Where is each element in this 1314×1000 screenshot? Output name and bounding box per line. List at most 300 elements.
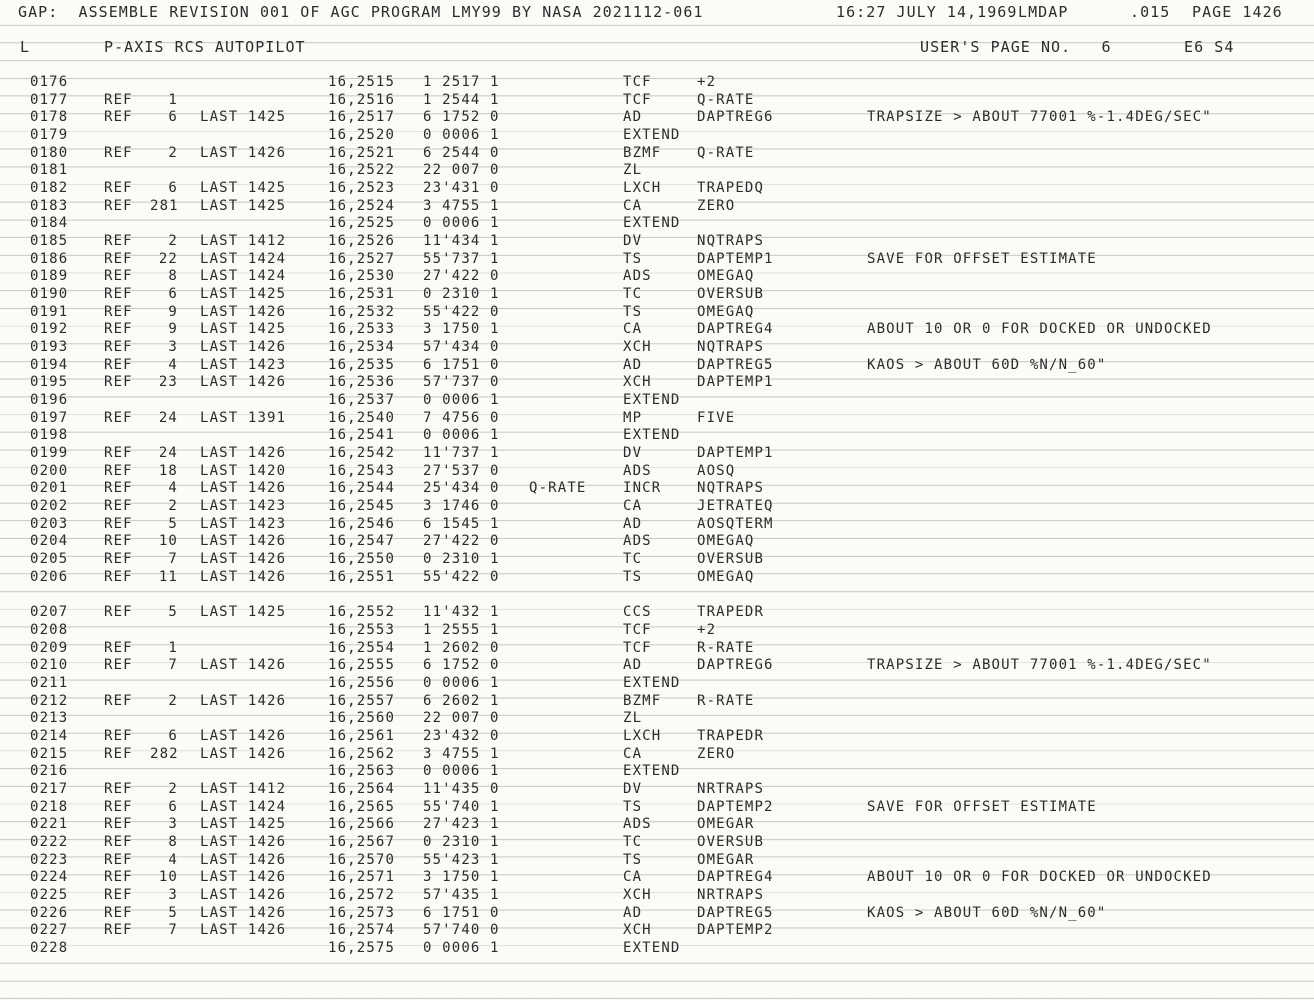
row-count: 10 (158, 533, 178, 550)
row-op: AD (623, 356, 643, 373)
row-op: EXTEND (623, 939, 681, 956)
row-op: AD (623, 657, 643, 674)
row-addr: 16,2556 (328, 674, 396, 691)
listing-row (0, 887, 1314, 905)
row-count: 11 (158, 568, 178, 585)
assembly-system: LMDAP (1018, 3, 1069, 21)
row-ref: REF (104, 91, 133, 108)
row-operand: FIVE (697, 409, 736, 426)
row-count: 24 (158, 409, 178, 426)
row-label: Q-RATE (529, 480, 587, 497)
row-last: LAST 1412 (200, 233, 287, 250)
row-line: 0226 (30, 904, 69, 921)
row-operand: AOSQ (697, 462, 736, 479)
row-count: 24 (158, 445, 178, 462)
row-line: 0203 (30, 515, 69, 532)
row-addr: 16,2537 (328, 392, 396, 409)
row-word: 27'422 0 (423, 533, 500, 550)
row-word: 1 2555 1 (423, 621, 500, 638)
listing-row (0, 693, 1314, 711)
row-line: 0205 (30, 551, 69, 568)
listing-row (0, 869, 1314, 887)
row-ref: REF (104, 639, 133, 656)
row-op: XCH (623, 922, 652, 939)
row-operand: DAPTREG5 (697, 904, 774, 921)
row-operand: DAPTEMP1 (697, 374, 774, 391)
row-addr: 16,2550 (328, 551, 396, 568)
row-operand: ZERO (697, 745, 736, 762)
row-op: ZL (623, 162, 643, 179)
row-addr: 16,2574 (328, 922, 396, 939)
listing-row (0, 145, 1314, 163)
row-addr: 16,2560 (328, 710, 396, 727)
row-word: 27'423 1 (423, 816, 500, 833)
row-word: 3 4755 1 (423, 197, 500, 214)
row-word: 6 2602 1 (423, 692, 500, 709)
row-operand: OMEGAR (697, 851, 755, 868)
listing-row (0, 763, 1314, 781)
row-addr: 16,2575 (328, 939, 396, 956)
row-ref: REF (104, 321, 133, 338)
row-word: 0 0006 1 (423, 127, 500, 144)
row-addr: 16,2541 (328, 427, 396, 444)
row-line: 0182 (30, 180, 69, 197)
row-word: 3 4755 1 (423, 745, 500, 762)
row-op: CA (623, 321, 643, 338)
row-ref: REF (104, 922, 133, 939)
row-addr: 16,2567 (328, 833, 396, 850)
row-last: LAST 1423 (200, 515, 287, 532)
row-addr: 16,2540 (328, 409, 396, 426)
row-addr: 16,2551 (328, 568, 396, 585)
row-line: 0224 (30, 869, 69, 886)
row-op: TCF (623, 639, 652, 656)
row-ref: REF (104, 109, 133, 126)
row-word: 0 0006 1 (423, 939, 500, 956)
row-operand: OMEGAQ (697, 303, 755, 320)
row-addr: 16,2543 (328, 462, 396, 479)
row-addr: 16,2573 (328, 904, 396, 921)
row-addr: 16,2521 (328, 144, 396, 161)
row-word: 6 1751 0 (423, 356, 500, 373)
row-line: 0178 (30, 109, 69, 126)
row-addr: 16,2533 (328, 321, 396, 338)
row-comment: KAOS > ABOUT 60D %N/N_60" (867, 356, 1107, 373)
row-ref: REF (104, 833, 133, 850)
listing-row (0, 427, 1314, 445)
row-ref: REF (104, 144, 133, 161)
row-ref: REF (104, 233, 133, 250)
row-last: LAST 1426 (200, 657, 287, 674)
listing-row (0, 480, 1314, 498)
row-ref: REF (104, 303, 133, 320)
row-line: 0216 (30, 763, 69, 780)
row-operand: OMEGAR (697, 816, 755, 833)
row-addr: 16,2554 (328, 639, 396, 656)
row-addr: 16,2523 (328, 180, 396, 197)
row-count: 6 (168, 109, 178, 126)
row-op: TS (623, 303, 643, 320)
row-ref: REF (104, 568, 133, 585)
row-count: 3 (168, 339, 178, 356)
row-word: 7 4756 0 (423, 409, 500, 426)
row-op: DV (623, 233, 643, 250)
row-last: LAST 1424 (200, 250, 287, 267)
row-op: TS (623, 250, 643, 267)
listing-row (0, 922, 1314, 940)
listing-row (0, 233, 1314, 251)
row-line: 0228 (30, 939, 69, 956)
listing-row (0, 162, 1314, 180)
row-op: INCR (623, 480, 662, 497)
row-addr: 16,2525 (328, 215, 396, 232)
row-word: 25'434 0 (423, 480, 500, 497)
row-operand: DAPTREG6 (697, 657, 774, 674)
row-addr: 16,2522 (328, 162, 396, 179)
row-comment: SAVE FOR OFFSET ESTIMATE (867, 798, 1097, 815)
row-operand: OVERSUB (697, 286, 765, 303)
row-op: TS (623, 798, 643, 815)
row-word: 3 1750 1 (423, 321, 500, 338)
row-op: TS (623, 568, 643, 585)
row-operand: TRAPEDR (697, 727, 765, 744)
row-addr: 16,2570 (328, 851, 396, 868)
listing-row (0, 286, 1314, 304)
row-line: 0193 (30, 339, 69, 356)
row-last: LAST 1425 (200, 180, 287, 197)
row-word: 57'737 0 (423, 374, 500, 391)
listing-row (0, 198, 1314, 216)
listing-row (0, 622, 1314, 640)
row-count: 18 (158, 462, 178, 479)
row-word: 0 0006 1 (423, 392, 500, 409)
row-addr: 16,2532 (328, 303, 396, 320)
row-op: AD (623, 904, 643, 921)
page-number: PAGE 1426 (1192, 3, 1283, 21)
row-last: LAST 1426 (200, 851, 287, 868)
row-addr: 16,2517 (328, 109, 396, 126)
row-ref: REF (104, 180, 133, 197)
row-ref: REF (104, 816, 133, 833)
row-count: 10 (158, 869, 178, 886)
section-header (0, 38, 1314, 58)
row-op: EXTEND (623, 763, 681, 780)
listing-row (0, 905, 1314, 923)
listing-row (0, 816, 1314, 834)
row-count: 2 (168, 692, 178, 709)
listing-row (0, 799, 1314, 817)
row-addr: 16,2534 (328, 339, 396, 356)
row-ref: REF (104, 268, 133, 285)
listing-row (0, 74, 1314, 92)
row-last: LAST 1424 (200, 268, 287, 285)
row-op: ZL (623, 710, 643, 727)
row-count: 3 (168, 816, 178, 833)
row-word: 3 1750 1 (423, 869, 500, 886)
row-operand: Q-RATE (697, 91, 755, 108)
row-count: 7 (168, 657, 178, 674)
row-word: 55'422 0 (423, 568, 500, 585)
listing-row (0, 551, 1314, 569)
row-line: 0208 (30, 621, 69, 638)
row-addr: 16,2546 (328, 515, 396, 532)
row-word: 1 2602 0 (423, 639, 500, 656)
row-line: 0194 (30, 356, 69, 373)
row-comment: SAVE FOR OFFSET ESTIMATE (867, 250, 1097, 267)
row-op: MP (623, 409, 643, 426)
row-addr: 16,2544 (328, 480, 396, 497)
row-op: CCS (623, 604, 652, 621)
listing-row (0, 321, 1314, 339)
listing-row (0, 251, 1314, 269)
listing-row (0, 746, 1314, 764)
row-last: LAST 1426 (200, 692, 287, 709)
row-addr: 16,2564 (328, 780, 396, 797)
row-op: LXCH (623, 180, 662, 197)
listing-row (0, 516, 1314, 534)
row-last: LAST 1426 (200, 833, 287, 850)
row-line: 0214 (30, 727, 69, 744)
row-operand: NQTRAPS (697, 233, 765, 250)
row-op: EXTEND (623, 392, 681, 409)
row-operand: NQTRAPS (697, 480, 765, 497)
row-ref: REF (104, 886, 133, 903)
row-count: 7 (168, 551, 178, 568)
row-op: TCF (623, 74, 652, 90)
row-last: LAST 1391 (200, 409, 287, 426)
row-operand: DAPTEMP1 (697, 445, 774, 462)
row-word: 6 2544 0 (423, 144, 500, 161)
row-word: 6 1752 0 (423, 657, 500, 674)
row-line: 0191 (30, 303, 69, 320)
row-line: 0218 (30, 798, 69, 815)
listing-row (0, 852, 1314, 870)
row-comment: TRAPSIZE > ABOUT 77001 %-1.4DEG/SEC" (867, 109, 1212, 126)
row-ref: REF (104, 197, 133, 214)
row-ref: REF (104, 869, 133, 886)
row-count: 4 (168, 851, 178, 868)
row-count: 281 (150, 197, 179, 214)
listing-row (0, 604, 1314, 622)
row-operand: JETRATEQ (697, 498, 774, 515)
row-line: 0227 (30, 922, 69, 939)
row-count: 5 (168, 515, 178, 532)
row-word: 11'737 1 (423, 445, 500, 462)
row-addr: 16,2536 (328, 374, 396, 391)
row-line: 0181 (30, 162, 69, 179)
row-op: CA (623, 869, 643, 886)
row-last: LAST 1426 (200, 568, 287, 585)
row-word: 11'434 1 (423, 233, 500, 250)
row-count: 9 (168, 321, 178, 338)
row-count: 2 (168, 144, 178, 161)
row-count: 1 (168, 639, 178, 656)
row-line: 0186 (30, 250, 69, 267)
row-op: ADS (623, 268, 652, 285)
row-count: 3 (168, 886, 178, 903)
row-ref: REF (104, 745, 133, 762)
row-line: 0211 (30, 674, 69, 691)
row-op: CA (623, 498, 643, 515)
row-word: 11'432 1 (423, 604, 500, 621)
row-operand: +2 (697, 74, 717, 90)
row-line: 0210 (30, 657, 69, 674)
listing-row (0, 339, 1314, 357)
row-last: LAST 1426 (200, 303, 287, 320)
row-op: ADS (623, 462, 652, 479)
row-ref: REF (104, 250, 133, 267)
row-op: EXTEND (623, 127, 681, 144)
row-count: 9 (168, 303, 178, 320)
listing-row (0, 304, 1314, 322)
row-ref: REF (104, 374, 133, 391)
row-op: EXTEND (623, 215, 681, 232)
row-word: 6 1545 1 (423, 515, 500, 532)
row-op: ADS (623, 816, 652, 833)
row-addr: 16,2524 (328, 197, 396, 214)
row-operand: OVERSUB (697, 833, 765, 850)
row-operand: DAPTREG4 (697, 321, 774, 338)
row-line: 0198 (30, 427, 69, 444)
row-line: 0176 (30, 74, 69, 90)
row-operand: R-RATE (697, 692, 755, 709)
row-addr: 16,2565 (328, 798, 396, 815)
listing-row (0, 109, 1314, 127)
row-op: TC (623, 286, 643, 303)
row-count: 282 (150, 745, 179, 762)
row-operand: TRAPEDR (697, 604, 765, 621)
row-ref: REF (104, 462, 133, 479)
row-count: 6 (168, 727, 178, 744)
row-ref: REF (104, 339, 133, 356)
row-word: 55'740 1 (423, 798, 500, 815)
row-line: 0185 (30, 233, 69, 250)
listing-row (0, 127, 1314, 145)
row-line: 0183 (30, 197, 69, 214)
row-ref: REF (104, 692, 133, 709)
row-op: BZMF (623, 144, 662, 161)
row-word: 23'432 0 (423, 727, 500, 744)
row-operand: DAPTREG5 (697, 356, 774, 373)
row-word: 1 2544 1 (423, 91, 500, 108)
row-op: EXTEND (623, 427, 681, 444)
row-line: 0201 (30, 480, 69, 497)
row-word: 27'422 0 (423, 268, 500, 285)
row-ref: REF (104, 445, 133, 462)
row-word: 0 2310 1 (423, 833, 500, 850)
row-comment: ABOUT 10 OR 0 FOR DOCKED OR UNDOCKED (867, 869, 1212, 886)
listing-row (0, 410, 1314, 428)
row-word: 0 0006 1 (423, 674, 500, 691)
assembly-timestamp: 16:27 JULY 14,1969 (836, 3, 1018, 21)
row-operand: OMEGAQ (697, 533, 755, 550)
row-count: 1 (168, 91, 178, 108)
row-line: 0199 (30, 445, 69, 462)
row-line: 0204 (30, 533, 69, 550)
row-op: TC (623, 833, 643, 850)
row-word: 57'434 0 (423, 339, 500, 356)
row-line: 0192 (30, 321, 69, 338)
row-operand: Q-RATE (697, 144, 755, 161)
row-word: 57'435 1 (423, 886, 500, 903)
row-word: 0 2310 1 (423, 286, 500, 303)
row-line: 0212 (30, 692, 69, 709)
row-line: 0196 (30, 392, 69, 409)
row-count: 6 (168, 180, 178, 197)
row-line: 0213 (30, 710, 69, 727)
row-op: TS (623, 851, 643, 868)
row-addr: 16,2553 (328, 621, 396, 638)
row-operand: NRTRAPS (697, 780, 765, 797)
row-addr: 16,2526 (328, 233, 396, 250)
row-word: 6 1752 0 (423, 109, 500, 126)
row-ref: REF (104, 515, 133, 532)
row-count: 6 (168, 798, 178, 815)
row-operand: TRAPEDQ (697, 180, 765, 197)
row-line: 0221 (30, 816, 69, 833)
row-count: 4 (168, 480, 178, 497)
row-line: 0190 (30, 286, 69, 303)
assembly-rev: .015 (1130, 3, 1171, 21)
row-addr: 16,2563 (328, 763, 396, 780)
row-word: 11'435 0 (423, 780, 500, 797)
row-op: CA (623, 745, 643, 762)
row-line: 0200 (30, 462, 69, 479)
row-addr: 16,2545 (328, 498, 396, 515)
row-op: DV (623, 780, 643, 797)
listing-row (0, 728, 1314, 746)
row-operand: NQTRAPS (697, 339, 765, 356)
row-last: LAST 1420 (200, 462, 287, 479)
assembly-title: GAP: ASSEMBLE REVISION 001 OF AGC PROGRAM LMY99 BY NASA 2021112-061 (18, 3, 704, 21)
row-line: 0222 (30, 833, 69, 850)
section-marker: L (20, 38, 31, 56)
listing-row (0, 533, 1314, 551)
row-count: 6 (168, 286, 178, 303)
row-line: 0215 (30, 745, 69, 762)
row-line: 0206 (30, 568, 69, 585)
row-last: LAST 1426 (200, 922, 287, 939)
row-operand: NRTRAPS (697, 886, 765, 903)
row-last: LAST 1425 (200, 197, 287, 214)
row-addr: 16,2515 (328, 74, 396, 90)
listing-row (0, 675, 1314, 693)
listing-row (0, 834, 1314, 852)
row-word: 27'537 0 (423, 462, 500, 479)
users-page-number: USER'S PAGE NO. 6 (920, 38, 1112, 56)
row-line: 0217 (30, 780, 69, 797)
row-addr: 16,2530 (328, 268, 396, 285)
row-last: LAST 1425 (200, 286, 287, 303)
listing-row (0, 940, 1314, 958)
row-count: 7 (168, 922, 178, 939)
listing-row (0, 374, 1314, 392)
row-last: LAST 1426 (200, 745, 287, 762)
row-ref: REF (104, 798, 133, 815)
listing-row (0, 92, 1314, 110)
row-ref: REF (104, 604, 133, 621)
row-ref: REF (104, 904, 133, 921)
row-addr: 16,2557 (328, 692, 396, 709)
row-last: LAST 1426 (200, 144, 287, 161)
row-word: 55'422 0 (423, 303, 500, 320)
listing-row (0, 781, 1314, 799)
row-addr: 16,2547 (328, 533, 396, 550)
row-last: LAST 1425 (200, 321, 287, 338)
row-ref: REF (104, 498, 133, 515)
row-last: LAST 1425 (200, 816, 287, 833)
listing-row (0, 463, 1314, 481)
